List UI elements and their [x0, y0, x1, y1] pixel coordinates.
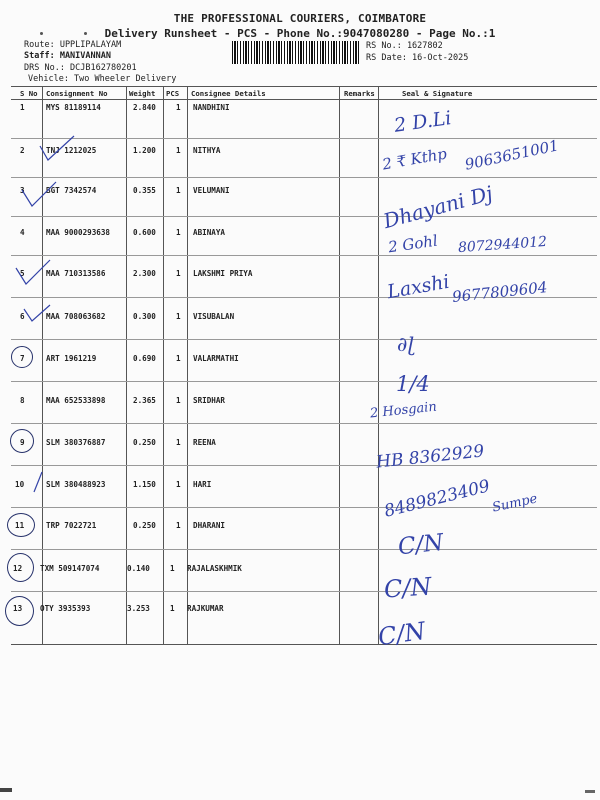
table-bottom-border — [11, 644, 597, 645]
row-separator — [11, 465, 597, 466]
row-separator — [11, 138, 597, 139]
hand-circle — [11, 346, 33, 368]
row-separator — [11, 255, 597, 256]
row-consignment: MAA 710313586 — [46, 269, 106, 278]
row-pcs: 1 — [176, 521, 181, 530]
row-weight: 0.250 — [133, 438, 156, 447]
signature-7: 1/4 — [396, 372, 430, 396]
signature-5a: Laxshi — [385, 270, 452, 304]
scan-dot — [84, 32, 87, 35]
signature-4a: 2 Gohl — [386, 231, 439, 257]
row-sno: 1 — [20, 103, 25, 112]
signature-5b: 9677809604 — [451, 278, 549, 306]
column-divider — [42, 86, 43, 644]
signature-2a: 2 ₹ Kthp — [380, 144, 449, 174]
rs-date: RS Date: 16-Oct-2025 — [366, 53, 469, 63]
row-separator — [11, 339, 597, 340]
check-mark-icon — [20, 180, 60, 210]
row-weight: 0.690 — [133, 354, 156, 363]
row-separator — [11, 549, 597, 550]
row-separator — [11, 423, 597, 424]
row-sno: 8 — [20, 396, 25, 405]
row-consignee: RAJALASKHMIK — [187, 564, 242, 573]
row-consignee: VISUBALAN — [193, 312, 235, 321]
hand-circle — [5, 596, 34, 626]
row-pcs: 1 — [176, 186, 181, 195]
signature-2b: 9063651001 — [463, 136, 561, 174]
row-sno: 9 — [20, 438, 25, 447]
row-weight: 0.250 — [133, 521, 156, 530]
scan-mark — [585, 790, 595, 793]
row-consignment: SLM 380488923 — [46, 480, 106, 489]
header-consignee: Consignee Details — [191, 89, 266, 98]
signature-4b: 8072944012 — [457, 233, 548, 257]
row-consignee: RAJKUMAR — [187, 604, 224, 613]
row-pcs: 1 — [176, 312, 181, 321]
row-weight: 0.600 — [133, 228, 156, 237]
row-pcs: 1 — [176, 480, 181, 489]
header-sno: S No — [20, 89, 38, 98]
signature-9: HB 8362929 — [375, 441, 486, 473]
row-weight: 2.365 — [133, 396, 156, 405]
company-title: THE PROFESSIONAL COURIERS, COIMBATORE — [173, 12, 427, 25]
row-separator — [11, 381, 597, 382]
row-consignment: MAA 708063682 — [46, 312, 106, 321]
hand-circle — [7, 553, 34, 582]
signature-6-scrawl: ∂ɭ — [397, 332, 415, 356]
row-consignment: SLM 380376887 — [46, 438, 106, 447]
column-divider — [163, 86, 164, 644]
row-pcs: 1 — [176, 269, 181, 278]
column-divider — [187, 86, 188, 644]
runsheet-subtitle: Delivery Runsheet - PCS - Phone No.:9047080280 - Page No.:1 — [104, 27, 496, 40]
column-divider — [378, 86, 379, 644]
row-consignee: SRIDHAR — [193, 396, 226, 405]
row-weight: 2.840 — [133, 103, 156, 112]
barcode — [232, 41, 359, 64]
row-consignment: TRP 7022721 — [46, 521, 97, 530]
table-header-border — [11, 99, 597, 100]
row-pcs: 1 — [176, 396, 181, 405]
row-sno: 6 — [20, 312, 25, 321]
row-consignee: ABINAYA — [193, 228, 226, 237]
scan-mark — [0, 788, 12, 792]
row-consignee: NITHYA — [193, 146, 221, 155]
row-consignee: DHARANI — [193, 521, 226, 530]
column-divider — [339, 86, 340, 644]
row-pcs: 1 — [176, 354, 181, 363]
header-pcs: PCS — [166, 89, 180, 98]
row-pcs: 1 — [176, 438, 181, 447]
hand-circle — [7, 513, 35, 537]
row-sno: 11 — [15, 521, 25, 530]
row-sno: 7 — [20, 354, 25, 363]
row-consignment: TNJ 1212025 — [46, 146, 97, 155]
row-consignee: LAKSHMI PRIYA — [193, 269, 253, 278]
header-weight: Weight — [129, 89, 156, 98]
signature-10b: Sumpe — [490, 491, 539, 516]
row-pcs: 1 — [170, 564, 175, 573]
row-consignment: BGT 7342574 — [46, 186, 97, 195]
row-consignee: REENA — [193, 438, 216, 447]
row-separator — [11, 216, 597, 217]
signature-1: 2 D.Li — [392, 107, 453, 137]
row-weight: 1.200 — [133, 146, 156, 155]
header-seal-signature: Seal & Signature — [402, 89, 473, 98]
check-mark-icon — [38, 134, 78, 164]
signature-12: C/N — [383, 572, 433, 604]
row-consignment: TXM 509147074 — [40, 564, 100, 573]
check-mark-icon — [14, 258, 54, 288]
row-consignee: HARI — [193, 480, 212, 489]
row-pcs: 1 — [170, 604, 175, 613]
row-consignment: MAA 9000293638 — [46, 228, 111, 237]
row-consignment: MAA 652533898 — [46, 396, 106, 405]
row-sno: 3 — [20, 186, 25, 195]
row-consignee: VALARMATHI — [193, 354, 239, 363]
row-consignment: ART 1961219 — [46, 354, 97, 363]
row-weight: 0.300 — [133, 312, 156, 321]
row-sno: 4 — [20, 228, 25, 237]
row-pcs: 1 — [176, 228, 181, 237]
header-remarks: Remarks — [344, 89, 375, 98]
header-consignment: Consignment No — [46, 89, 108, 98]
row-pcs: 1 — [176, 146, 181, 155]
row-consignment: OTY 3935393 — [40, 604, 91, 613]
row-sno: 12 — [13, 564, 23, 573]
column-divider — [126, 86, 127, 644]
row-pcs: 1 — [176, 103, 181, 112]
route-label: Route: UPPLIPALAYAM — [24, 40, 122, 50]
rs-number: RS No.: 1627802 — [366, 41, 443, 51]
row-weight: 2.300 — [133, 269, 156, 278]
row-separator — [11, 177, 597, 178]
staff-label: Staff: MANIVANNAN — [24, 51, 111, 61]
drs-number: DRS No.: DCJB162780201 — [24, 63, 137, 73]
row-weight: 0.355 — [133, 186, 156, 195]
vehicle-label: Vehicle: Two Wheeler Delivery — [28, 74, 177, 84]
signature-3: Dhayani Dj — [380, 180, 496, 234]
row-consignee: VELUMANI — [193, 186, 230, 195]
signature-13: C/N — [376, 616, 428, 652]
check-mark-icon — [22, 303, 52, 325]
check-mark-icon — [32, 470, 52, 494]
signature-10a: 8489823409 — [382, 476, 492, 522]
row-sno: 13 — [13, 604, 23, 613]
hand-circle — [10, 429, 34, 453]
row-sno: 5 — [20, 269, 25, 278]
row-sno: 2 — [20, 146, 25, 155]
table-top-border — [11, 86, 597, 87]
row-consignee: NANDHINI — [193, 103, 230, 112]
row-consignment: MYS 81189114 — [46, 103, 101, 112]
row-weight: 0.140 — [127, 564, 150, 573]
row-weight: 3.253 — [127, 604, 150, 613]
row-weight: 1.150 — [133, 480, 156, 489]
signature-11: C/N — [396, 529, 445, 561]
row-separator — [11, 591, 597, 592]
row-sno: 10 — [15, 480, 25, 489]
scan-dot — [40, 32, 43, 35]
signature-8: 2 Hosgain — [369, 399, 438, 422]
